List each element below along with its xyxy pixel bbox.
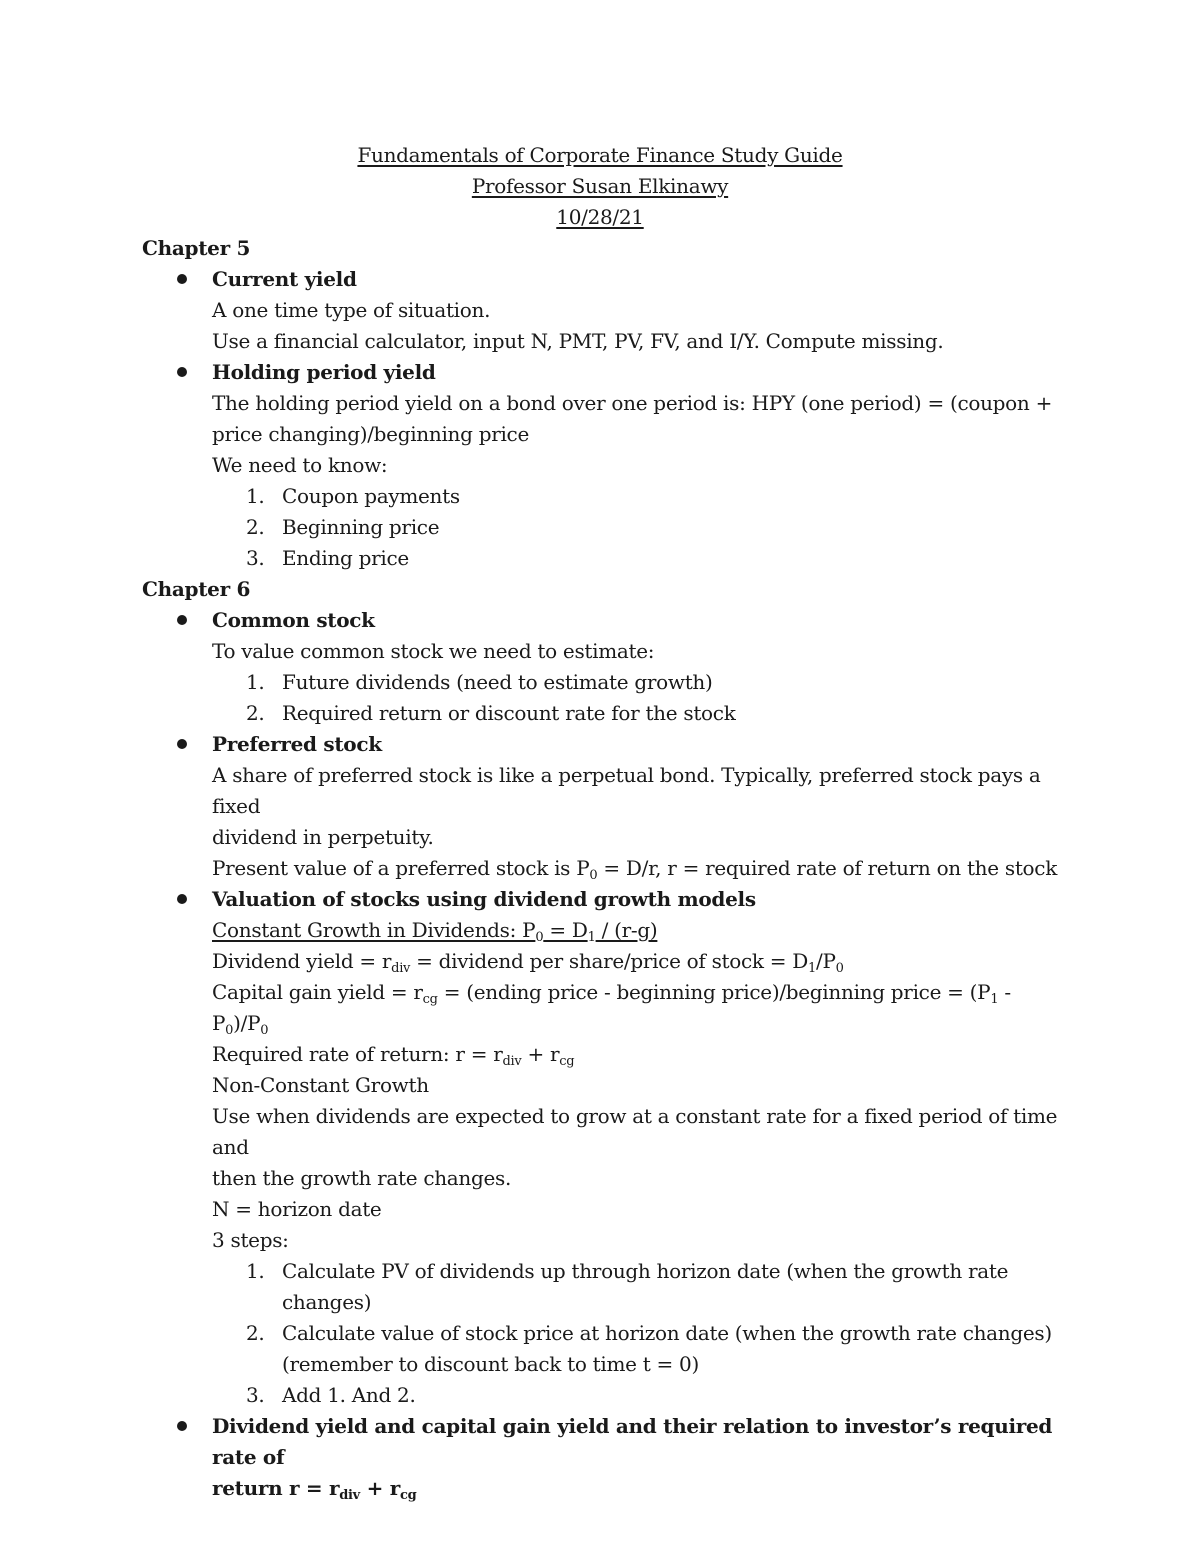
subscript: 1 — [990, 992, 999, 1007]
text-part: /P — [816, 949, 836, 973]
list-number: 1. — [246, 484, 265, 508]
subscript: cg — [422, 992, 438, 1007]
text-line: The holding period yield on a bond over one period is: HPY (one period) = (coupon + — [212, 391, 1053, 415]
bullet-preferred-stock — [142, 729, 1062, 760]
text-part: Present value of a preferred stock is P — [212, 856, 590, 880]
text-line: dividend in perpetuity. — [212, 825, 434, 849]
text-part: Required rate of return: r = r — [212, 1042, 503, 1066]
bullet-valuation — [142, 884, 1062, 915]
text-line: N = horizon date — [212, 1197, 382, 1221]
subscript: cg — [559, 1054, 575, 1069]
subscript: 1 — [808, 961, 817, 976]
list-item-text: Coupon payments — [282, 484, 460, 508]
list-item — [142, 1256, 1062, 1287]
text-part: - P — [212, 980, 1011, 1035]
text-part: return r = r — [212, 1476, 340, 1500]
bullet-title: Dividend yield and capital gain yield and their relation to investor’s required rate of — [212, 1414, 1053, 1469]
subscript: div — [339, 1488, 360, 1503]
bullet-dot-icon — [177, 615, 187, 625]
text-line: A share of preferred stock is like a perpetual bond. Typically, preferred stock pays a fixed — [212, 763, 1041, 818]
text-part: = (ending price - beginning price)/beginning price = (P — [437, 980, 991, 1004]
list-item-text: Future dividends (need to estimate growth) — [282, 670, 713, 694]
list-item-continuation: (remember to discount back to time t = 0) — [282, 1352, 699, 1376]
text-part: + r — [521, 1042, 560, 1066]
chapter-5-heading: Chapter 5 — [142, 236, 251, 260]
chapter-6-heading: Chapter 6 — [142, 577, 251, 601]
professor-name: Professor Susan Elkinawy — [471, 174, 729, 198]
bullet-common-stock — [142, 605, 1062, 636]
formula-line — [142, 915, 1062, 946]
constant-growth-formula — [212, 918, 658, 945]
formula-line — [142, 946, 1062, 977]
list-number: 2. — [246, 1321, 265, 1345]
bullet-title: Current yield — [212, 267, 357, 291]
document-page — [142, 140, 1062, 1504]
text-line: We need to know: — [212, 453, 388, 477]
list-number: 3. — [246, 546, 265, 570]
subscript: 0 — [535, 930, 544, 945]
text-line: A one time type of situation. — [212, 298, 491, 322]
text-part: = dividend per share/price of stock = D — [410, 949, 809, 973]
text-part: Dividend yield = r — [212, 949, 392, 973]
list-number: 3. — [246, 1383, 265, 1407]
formula-line — [142, 1039, 1062, 1070]
list-item — [142, 543, 1062, 574]
bullet-title: Holding period yield — [212, 360, 436, 384]
list-number: 1. — [246, 1259, 265, 1283]
list-item — [142, 481, 1062, 512]
text-line: Use a financial calculator, input N, PMT, PV, FV, and I/Y. Compute missing. — [212, 329, 944, 353]
subscript: 0 — [260, 1023, 269, 1038]
text-line: then the growth rate changes. — [212, 1166, 512, 1190]
bullet-dot-icon — [177, 367, 187, 377]
bullet-dot-icon — [177, 894, 187, 904]
bullet-dot-icon — [177, 739, 187, 749]
text-part: Capital gain yield = r — [212, 980, 423, 1004]
formula-line — [142, 977, 1062, 1039]
subscript: div — [502, 1054, 522, 1069]
text-part: )/P — [233, 1011, 261, 1035]
list-item-text: Calculate value of stock price at horizon date (when the growth rate changes) — [282, 1321, 1052, 1345]
text-part: = D — [543, 918, 588, 942]
subscript: 0 — [589, 868, 598, 883]
list-item — [142, 667, 1062, 698]
list-number: 2. — [246, 515, 265, 539]
bullet-dot-icon — [177, 274, 187, 284]
bullet-dividend-relation — [142, 1411, 1062, 1473]
text-line: To value common stock we need to estimate: — [212, 639, 655, 663]
list-item — [142, 1318, 1062, 1349]
subscript: 0 — [835, 961, 844, 976]
list-item-text: Add 1. And 2. — [282, 1383, 416, 1407]
document-title: Fundamentals of Corporate Finance Study Guide — [357, 143, 843, 167]
subscript: cg — [399, 1488, 417, 1503]
list-item-text: Ending price — [282, 546, 409, 570]
text-line: Use when dividends are expected to grow at a constant rate for a fixed period of time and — [212, 1104, 1058, 1159]
bullet-title: Preferred stock — [212, 732, 382, 756]
list-item-continuation: changes) — [282, 1290, 372, 1314]
bullet-dot-icon — [177, 1421, 187, 1431]
list-number: 2. — [246, 701, 265, 725]
document-date: 10/28/21 — [556, 205, 644, 229]
bullet-current-yield — [142, 264, 1062, 295]
text-part: Constant Growth in Dividends: P — [212, 918, 536, 942]
text-line: price changing)/beginning price — [212, 422, 529, 446]
text-part: / (r-g) — [595, 918, 658, 942]
text-line: Non-Constant Growth — [212, 1073, 429, 1097]
list-item — [142, 1380, 1062, 1411]
bullet-title: Common stock — [212, 608, 375, 632]
list-item-text: Calculate PV of dividends up through horizon date (when the growth rate — [282, 1259, 1009, 1283]
subscript: 0 — [225, 1023, 234, 1038]
list-item-text: Required return or discount rate for the stock — [282, 701, 736, 725]
formula-line — [142, 1473, 1062, 1504]
list-item-text: Beginning price — [282, 515, 440, 539]
text-part: = D/r, r = required rate of return on the stock — [597, 856, 1058, 880]
subscript: div — [391, 961, 411, 976]
bullet-holding-period-yield — [142, 357, 1062, 388]
bullet-title: Valuation of stocks using dividend growth models — [212, 887, 756, 911]
subscript: 1 — [587, 930, 596, 945]
list-number: 1. — [246, 670, 265, 694]
list-item — [142, 698, 1062, 729]
text-part: + r — [359, 1476, 400, 1500]
list-item — [142, 512, 1062, 543]
formula-line — [142, 853, 1062, 884]
text-line: 3 steps: — [212, 1228, 289, 1252]
